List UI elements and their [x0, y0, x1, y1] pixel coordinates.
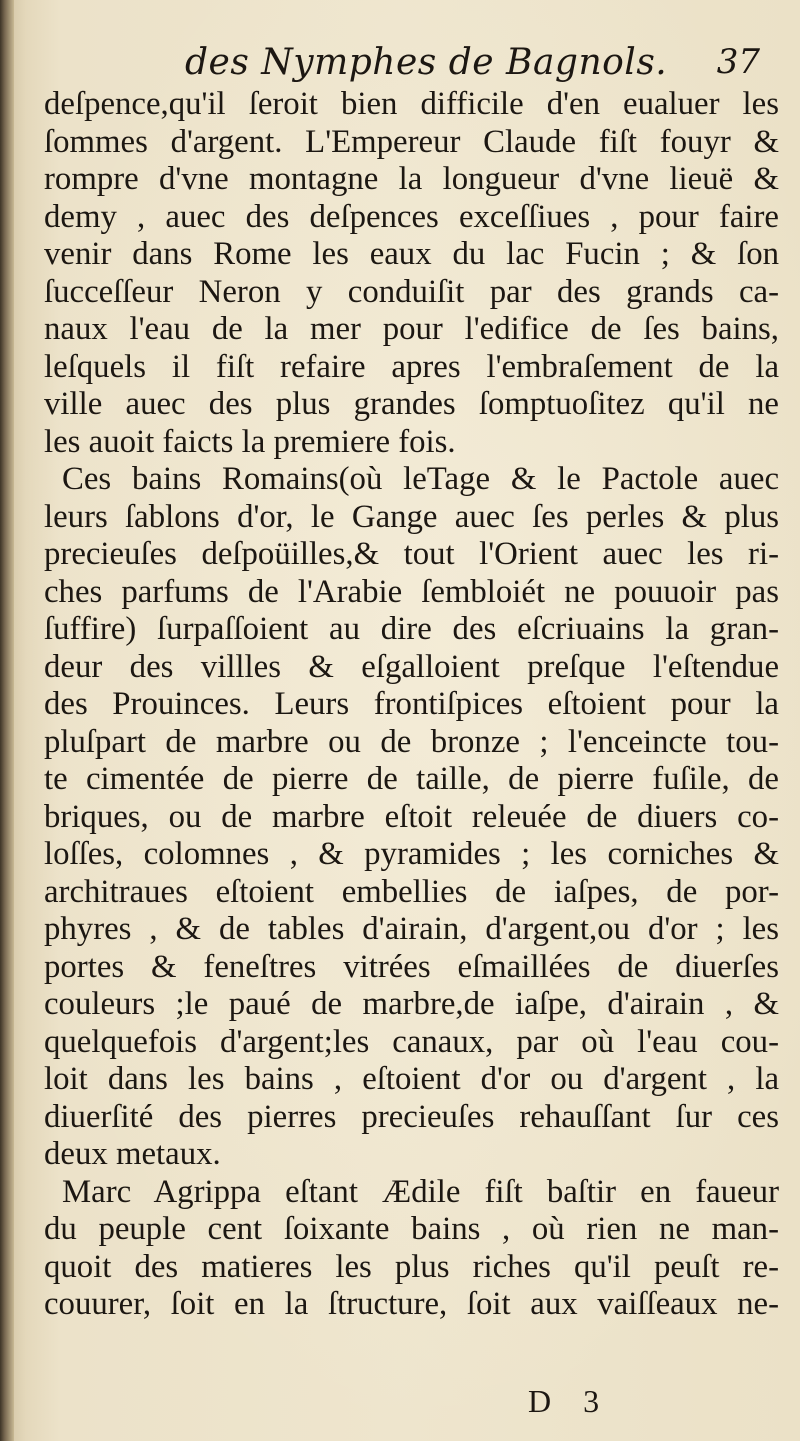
text-line: deſpence,qu'il ſeroit bien difficile d'en eualuer les	[44, 86, 779, 122]
text-line: quelquefois d'argent;les canaux, par où l'eau cou-	[44, 1023, 779, 1060]
paragraph-start-line: Ces bains Romains(où leTage & le Pactole auec	[62, 461, 779, 497]
text-line: ſommes d'argent. L'Empereur Claude fiſt fouyr &	[44, 123, 779, 160]
paragraph-end-line: les auoit faicts la premiere fois.	[44, 423, 456, 460]
text-line: venir dans Rome les eaux du lac Fucin ; & ſon	[44, 236, 779, 272]
text-line: ville auec des plus grandes ſomptuoſitez qu'il ne	[44, 386, 779, 422]
text-line: portes & feneſtres vitrées eſmaillées de diuerſes	[44, 948, 779, 985]
page-header	[60, 42, 760, 92]
text-line: diuerſité des pierres precieuſes rehauſſant ſur ces	[44, 1098, 779, 1135]
paragraph-start-line: Marc Agrippa eſtant Ædile fiſt baſtir en faueur	[62, 1173, 779, 1210]
page-binding-edge	[0, 0, 14, 1441]
text-line: pluſpart de marbre ou de bronze ; l'enceincte tou-	[44, 723, 779, 760]
text-line: loſſes, colomnes , & pyramides ; les corniches &	[44, 836, 779, 872]
text-line: quoit des matieres les plus riches qu'il peuſt re-	[44, 1248, 779, 1285]
text-line: naux l'eau de la mer pour l'edifice de ſes bains,	[44, 311, 779, 347]
text-line: leſquels il fiſt refaire apres l'embraſement de la	[44, 348, 779, 385]
body-text	[44, 86, 779, 1324]
text-line: rompre d'vne montagne la longueur d'vne lieuë &	[44, 161, 779, 197]
text-line: phyres , & de tables d'airain, d'argent,ou d'or ; les	[44, 911, 779, 947]
page-number: 37	[716, 42, 760, 82]
text-line: des Prouinces. Leurs frontiſpices eſtoient pour la	[44, 686, 779, 722]
text-line: deur des villles & eſgalloient preſque l'eſtendue	[44, 648, 779, 685]
text-line: couurer, ſoit en la ſtructure, ſoit aux vaiſſeaux ne-	[44, 1286, 779, 1322]
signature-mark: D 3	[528, 1383, 612, 1419]
text-line: loit dans les bains , eſtoient d'or ou d'argent , la	[44, 1061, 779, 1097]
text-line: leurs ſablons d'or, le Gange auec ſes perles & plus	[44, 498, 779, 535]
text-line: ſucceſſeur Neron y conduiſit par des grands ca-	[44, 273, 779, 310]
text-line: architraues eſtoient embellies de iaſpes, de por-	[44, 873, 779, 910]
text-line: du peuple cent ſoixante bains , où rien ne man-	[44, 1211, 779, 1247]
text-line: ſuffire) ſurpaſſoient au dire des eſcriuains la gran-	[44, 611, 779, 647]
text-line: ches parfums de l'Arabie ſembloiét ne pouuoir pas	[44, 573, 779, 610]
text-line: te cimentée de pierre de taille, de pierre fuſile, de	[44, 761, 779, 797]
text-line: demy , auec des deſpences exceſſiues , pour faire	[44, 198, 779, 235]
running-title: des Nymphes de Bagnols.	[185, 42, 668, 83]
text-line: briques, ou de marbre eſtoit releuée de diuers co-	[44, 798, 779, 835]
text-line: couleurs ;le paué de marbre,de iaſpe, d'airain , &	[44, 986, 779, 1022]
text-line: precieuſes deſpoüilles,& tout l'Orient auec les ri-	[44, 536, 779, 572]
paragraph-end-line: deux metaux.	[44, 1136, 221, 1172]
